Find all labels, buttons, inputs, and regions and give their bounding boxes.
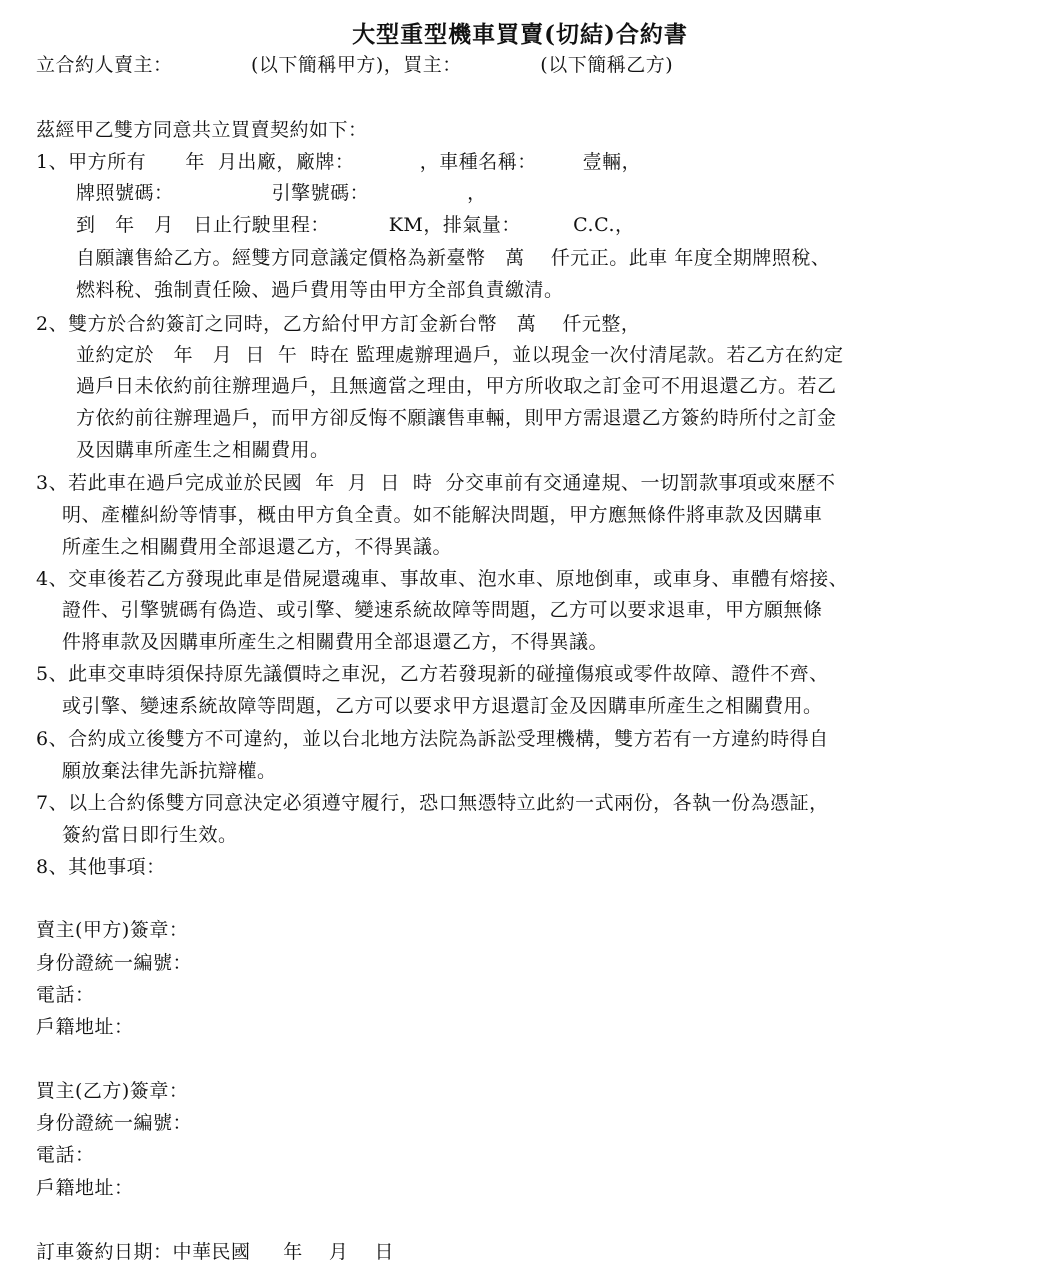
buyer-signature-label: 買主(乙方)簽章： [36,1080,189,1102]
clause-4-line-3: 件將車款及因購車所產生之相關費用全部退還乙方，不得異議。 [62,631,609,653]
clause-3-line-2: 明、產權糾紛等情事，概由甲方負全責。如不能解決問題，甲方應無條件將車款及因購車 [62,504,823,526]
clause-1-line-2: 牌照號碼： 引擎號碼： ， [76,182,487,204]
clause-1-line-1: 1、甲方所有 年 月出廠，廠牌： ，車種名稱： 壹輛， [36,151,642,173]
contract-date-line: 訂車簽約日期：中華民國 年 月 日 [36,1241,395,1263]
seller-address-label: 戶籍地址： [36,1016,134,1038]
clause-2-line-3: 過戶日未依約前往辦理過戶，且無適當之理由，甲方所收取之訂金可不用退還乙方。若乙 [76,375,837,397]
clause-2-line-5: 及因購車所產生之相關費用。 [76,439,330,461]
clause-3-line-1: 3、若此車在過戶完成並於民國 年 月 日 時 分交車前有交通違規、一切罰款事項或來歷不 [36,472,836,494]
clause-6-line-2: 願放棄法律先訴抗辯權。 [62,760,277,782]
intro-text: 茲經甲乙雙方同意共立買賣契約如下： [36,119,368,141]
clause-4-line-2: 證件、引擎號碼有偽造、或引擎、變速系統故障等問題，乙方可以要求退車，甲方願無條 [62,599,823,621]
buyer-phone-label: 電話： [36,1144,95,1166]
seller-phone-label: 電話： [36,984,95,1006]
clause-5-line-1: 5、此車交車時須保持原先議價時之車況，乙方若發現新的碰撞傷痕或零件故障、證件不齊、 [36,663,829,685]
clause-4-line-1: 4、交車後若乙方發現此車是借屍還魂車、事故車、泡水車、原地倒車，或車身、車體有熔接、 [36,568,849,590]
document-title: 大型重型機車買賣(切結)合約書 [352,21,688,48]
clause-1-line-3: 到 年 月 日止行駛里程： KM，排氣量： C.C.， [76,214,635,236]
clause-2-line-4: 方依約前往辦理過戶，而甲方卻反悔不願讓售車輛，則甲方需退還乙方簽約時所付之訂金 [76,407,837,429]
clause-8: 8、其他事項： [36,856,166,878]
buyer-id-label: 身份證統一編號： [36,1112,193,1134]
clause-3-line-3: 所產生之相關費用全部退還乙方，不得異議。 [62,536,453,558]
clause-2-line-1: 2、雙方於合約簽訂之同時，乙方給付甲方訂金新台幣 萬 仟元整， [36,313,641,335]
clause-1-line-4: 自願讓售給乙方。經雙方同意議定價格為新臺幣 萬 仟元正。此車 年度全期牌照稅、 [76,247,831,269]
clause-7-line-2: 簽約當日即行生效。 [62,824,238,846]
clause-5-line-2: 或引擎、變速系統故障等問題，乙方可以要求甲方退還訂金及因購車所產生之相關費用。 [62,695,823,717]
clause-2-line-2: 並約定於 年 月 日 午 時在 監理處辦理過戶，並以現金一次付清尾款。若乙方在約定 [76,344,844,366]
seller-signature-label: 賣主(甲方)簽章： [36,919,189,941]
clause-7-line-1: 7、以上合約係雙方同意決定必須遵守履行，恐口無憑特立此約一式兩份，各執一份為憑証， [36,792,829,814]
buyer-address-label: 戶籍地址： [36,1177,134,1199]
clause-6-line-1: 6、合約成立後雙方不可違約，並以台北地方法院為訴訟受理機構，雙方若有一方違約時得自 [36,728,829,750]
seller-id-label: 身份證統一編號： [36,952,193,974]
parties-line: 立合約人賣主： (以下簡稱甲方)，買主： (以下簡稱乙方) [36,54,674,76]
clause-1-line-5: 燃料稅、強制責任險、過戶費用等由甲方全部負責繳清。 [76,279,564,301]
